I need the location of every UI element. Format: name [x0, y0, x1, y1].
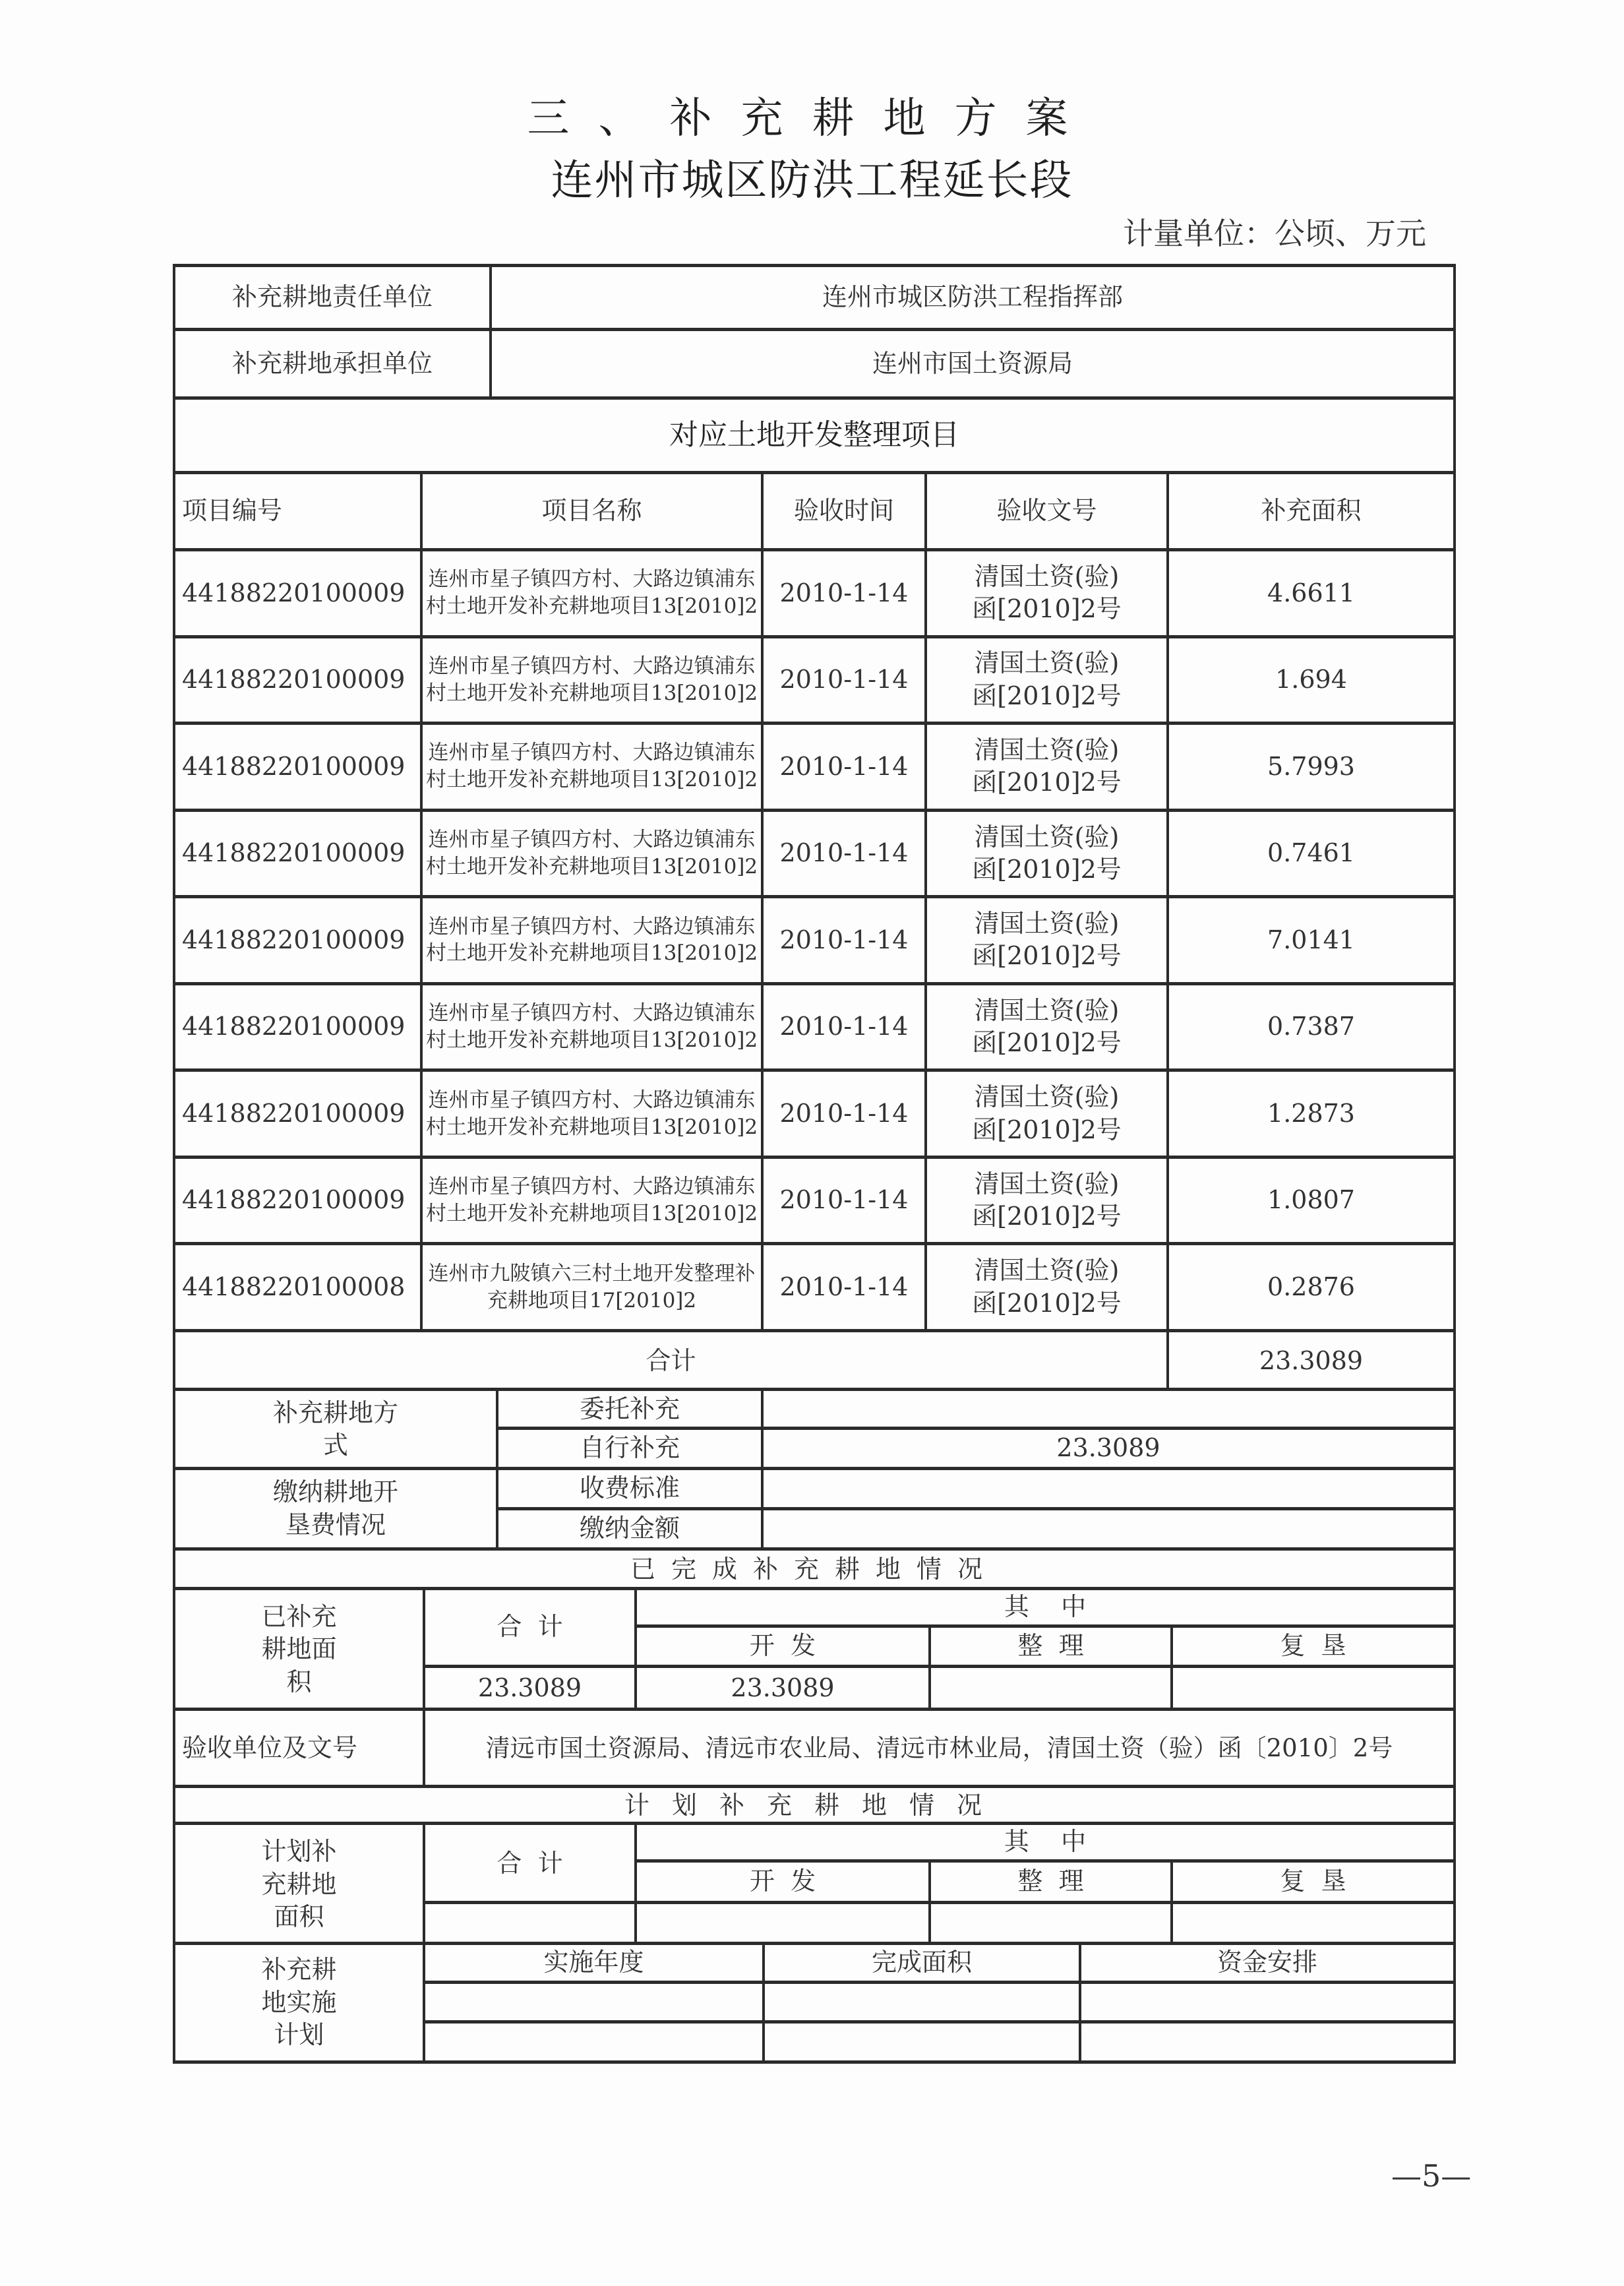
cell-name: 连州市星子镇四方村、大路边镇浦东村土地开发补充耕地项目13[2010]2	[425, 741, 758, 792]
cell-area: 0.7387	[1267, 1012, 1355, 1041]
impl-col-area: 完成面积	[871, 1948, 972, 1977]
method-label	[175, 1391, 496, 1467]
cell-id: 44188220100009	[182, 925, 406, 954]
cell-name: 连州市九陂镇六三村土地开发整理补充耕地项目17[2010]2	[428, 1261, 756, 1313]
cell-date: 2010-1-14	[779, 1272, 909, 1302]
cell-name: 连州市星子镇四方村、大路边镇浦东村土地开发补充耕地项目13[2010]2	[425, 654, 758, 705]
cell-area: 4.6611	[1267, 578, 1355, 607]
cell-date: 2010-1-14	[779, 578, 909, 607]
completed-total-value: 23.3089	[477, 1673, 582, 1703]
cell-name: 连州市星子镇四方村、大路边镇浦东村土地开发补充耕地项目13[2010]2	[425, 1175, 758, 1226]
impl-plan-label	[175, 1945, 423, 2060]
cell-area: 1.694	[1275, 665, 1347, 695]
col-header-name: 项目名称	[541, 496, 642, 526]
completed-area-label	[175, 1590, 423, 1709]
completed-section-title: 已完成补充耕地情况	[630, 1554, 998, 1584]
completed-consol-value	[931, 1668, 1170, 1709]
cell-doc: 清国土资(验)函[2010]2号	[972, 1082, 1122, 1144]
entrusted-label: 委托补充	[579, 1394, 680, 1424]
completed-consol-label: 整 理	[1017, 1631, 1084, 1661]
self-supplement-label: 自行补充	[579, 1433, 680, 1463]
undertaking-unit-label: 补充耕地承担单位	[231, 348, 433, 378]
entrusted-value	[764, 1391, 1453, 1428]
projects-total-value: 23.3089	[1259, 1346, 1364, 1376]
cell-doc: 清国土资(验)函[2010]2号	[972, 735, 1122, 797]
cell-id: 44188220100009	[182, 1098, 406, 1128]
cell-id: 44188220100009	[182, 1012, 406, 1041]
undertaking-unit-value: 连州市国土资源局	[872, 348, 1073, 378]
planned-total-value	[425, 1904, 634, 1942]
planned-area-label-text: 计划补充耕地面积	[261, 1837, 337, 1932]
cell-id: 44188220100009	[182, 578, 406, 607]
col-header-area: 补充面积	[1261, 496, 1362, 526]
cell-doc: 清国土资(验)函[2010]2号	[972, 995, 1122, 1058]
cell-doc: 清国土资(验)函[2010]2号	[972, 1256, 1122, 1318]
projects-total-label: 合计	[646, 1346, 696, 1376]
cell-area: 7.0141	[1267, 925, 1355, 954]
planned-consol-label: 整 理	[1017, 1867, 1084, 1896]
fee-label-text: 缴纳耕地开垦费情况	[273, 1477, 399, 1539]
cell-area: 0.7461	[1267, 838, 1355, 868]
cell-date: 2010-1-14	[779, 1185, 909, 1215]
cell-name: 连州市星子镇四方村、大路边镇浦东村土地开发补充耕地项目13[2010]2	[425, 1001, 758, 1053]
planned-reclaim-label: 复 垦	[1280, 1867, 1346, 1896]
cell-id: 44188220100009	[182, 838, 406, 868]
cell-name: 连州市星子镇四方村、大路边镇浦东村土地开发补充耕地项目13[2010]2	[425, 567, 758, 619]
fee-amount-value	[764, 1510, 1453, 1547]
completed-among-label: 其 中	[1004, 1592, 1087, 1622]
impl-plan-label-text: 补充耕地实施计划	[261, 1955, 337, 2050]
cell-date: 2010-1-14	[779, 751, 909, 781]
cell-name: 连州市星子镇四方村、大路边镇浦东村土地开发补充耕地项目13[2010]2	[425, 1088, 758, 1139]
fee-standard-label: 收费标准	[579, 1473, 680, 1503]
cell-date: 2010-1-14	[779, 925, 909, 954]
cell-id: 44188220100009	[182, 665, 406, 695]
acceptance-value: 清远市国土资源局、清远市农业局、清远市林业局，清国土资（验）函〔2010〕2号	[485, 1733, 1393, 1762]
cell-date: 2010-1-14	[779, 1012, 909, 1041]
completed-total-label: 合 计	[496, 1612, 563, 1642]
cell-area: 1.0807	[1267, 1185, 1355, 1215]
fee-amount-label: 缴纳金额	[579, 1514, 680, 1543]
impl-col-funds: 资金安排	[1217, 1948, 1317, 1977]
cell-area: 5.7993	[1267, 751, 1355, 781]
cell-name: 连州市星子镇四方村、大路边镇浦东村土地开发补充耕地项目13[2010]2	[425, 914, 758, 966]
acceptance-label: 验收单位及文号	[182, 1733, 358, 1763]
cell-date: 2010-1-14	[779, 838, 909, 868]
page-subtitle: 连州市城区防洪工程延长段	[551, 156, 1073, 205]
completed-dev-label: 开 发	[749, 1631, 816, 1661]
cell-name: 连州市星子镇四方村、大路边镇浦东村土地开发补充耕地项目13[2010]2	[425, 828, 758, 879]
completed-reclaim-value	[1173, 1668, 1453, 1709]
self-supplement-value: 23.3089	[1056, 1433, 1160, 1463]
col-header-doc: 验收文号	[996, 496, 1097, 526]
cell-doc: 清国土资(验)函[2010]2号	[972, 561, 1122, 624]
planned-section-title: 计划补充耕地情况	[624, 1790, 1004, 1820]
page-number: —5—	[1391, 2158, 1472, 2194]
planned-consol-value	[931, 1904, 1170, 1942]
method-label-text: 补充耕地方式	[273, 1398, 399, 1460]
planned-among-label: 其 中	[1004, 1827, 1087, 1857]
cell-doc: 清国土资(验)函[2010]2号	[972, 909, 1122, 971]
cell-area: 1.2873	[1267, 1098, 1355, 1128]
planned-total-label: 合 计	[496, 1849, 563, 1878]
planned-dev-value	[637, 1904, 928, 1942]
responsible-unit-label: 补充耕地责任单位	[231, 282, 433, 311]
cell-date: 2010-1-14	[779, 1098, 909, 1128]
planned-reclaim-value	[1173, 1904, 1453, 1942]
projects-section-title: 对应土地开发整理项目	[669, 418, 959, 452]
fee-standard-value	[764, 1470, 1453, 1507]
cell-doc: 清国土资(验)函[2010]2号	[972, 1169, 1122, 1231]
completed-dev-value: 23.3089	[731, 1673, 835, 1703]
fee-label	[175, 1470, 496, 1547]
col-header-id: 项目编号	[182, 496, 283, 526]
cell-id: 44188220100009	[182, 1185, 406, 1215]
cell-doc: 清国土资(验)函[2010]2号	[972, 648, 1122, 710]
completed-reclaim-label: 复 垦	[1280, 1631, 1346, 1661]
cell-date: 2010-1-14	[779, 665, 909, 695]
planned-dev-label: 开 发	[749, 1867, 816, 1896]
cell-id: 44188220100009	[182, 751, 406, 781]
measurement-unit: 计量单位：公顷、万元	[1123, 216, 1426, 251]
planned-area-label	[175, 1825, 423, 1944]
cell-area: 0.2876	[1267, 1272, 1355, 1302]
completed-area-label-text: 已补充耕地面积	[261, 1601, 337, 1696]
responsible-unit-value: 连州市城区防洪工程指挥部	[822, 282, 1123, 311]
page-title: 三、补充耕地方案	[527, 94, 1097, 143]
col-header-date: 验收时间	[793, 496, 894, 526]
cell-doc: 清国土资(验)函[2010]2号	[972, 822, 1122, 884]
impl-col-year: 实施年度	[543, 1948, 644, 1977]
cell-id: 44188220100008	[182, 1272, 406, 1302]
